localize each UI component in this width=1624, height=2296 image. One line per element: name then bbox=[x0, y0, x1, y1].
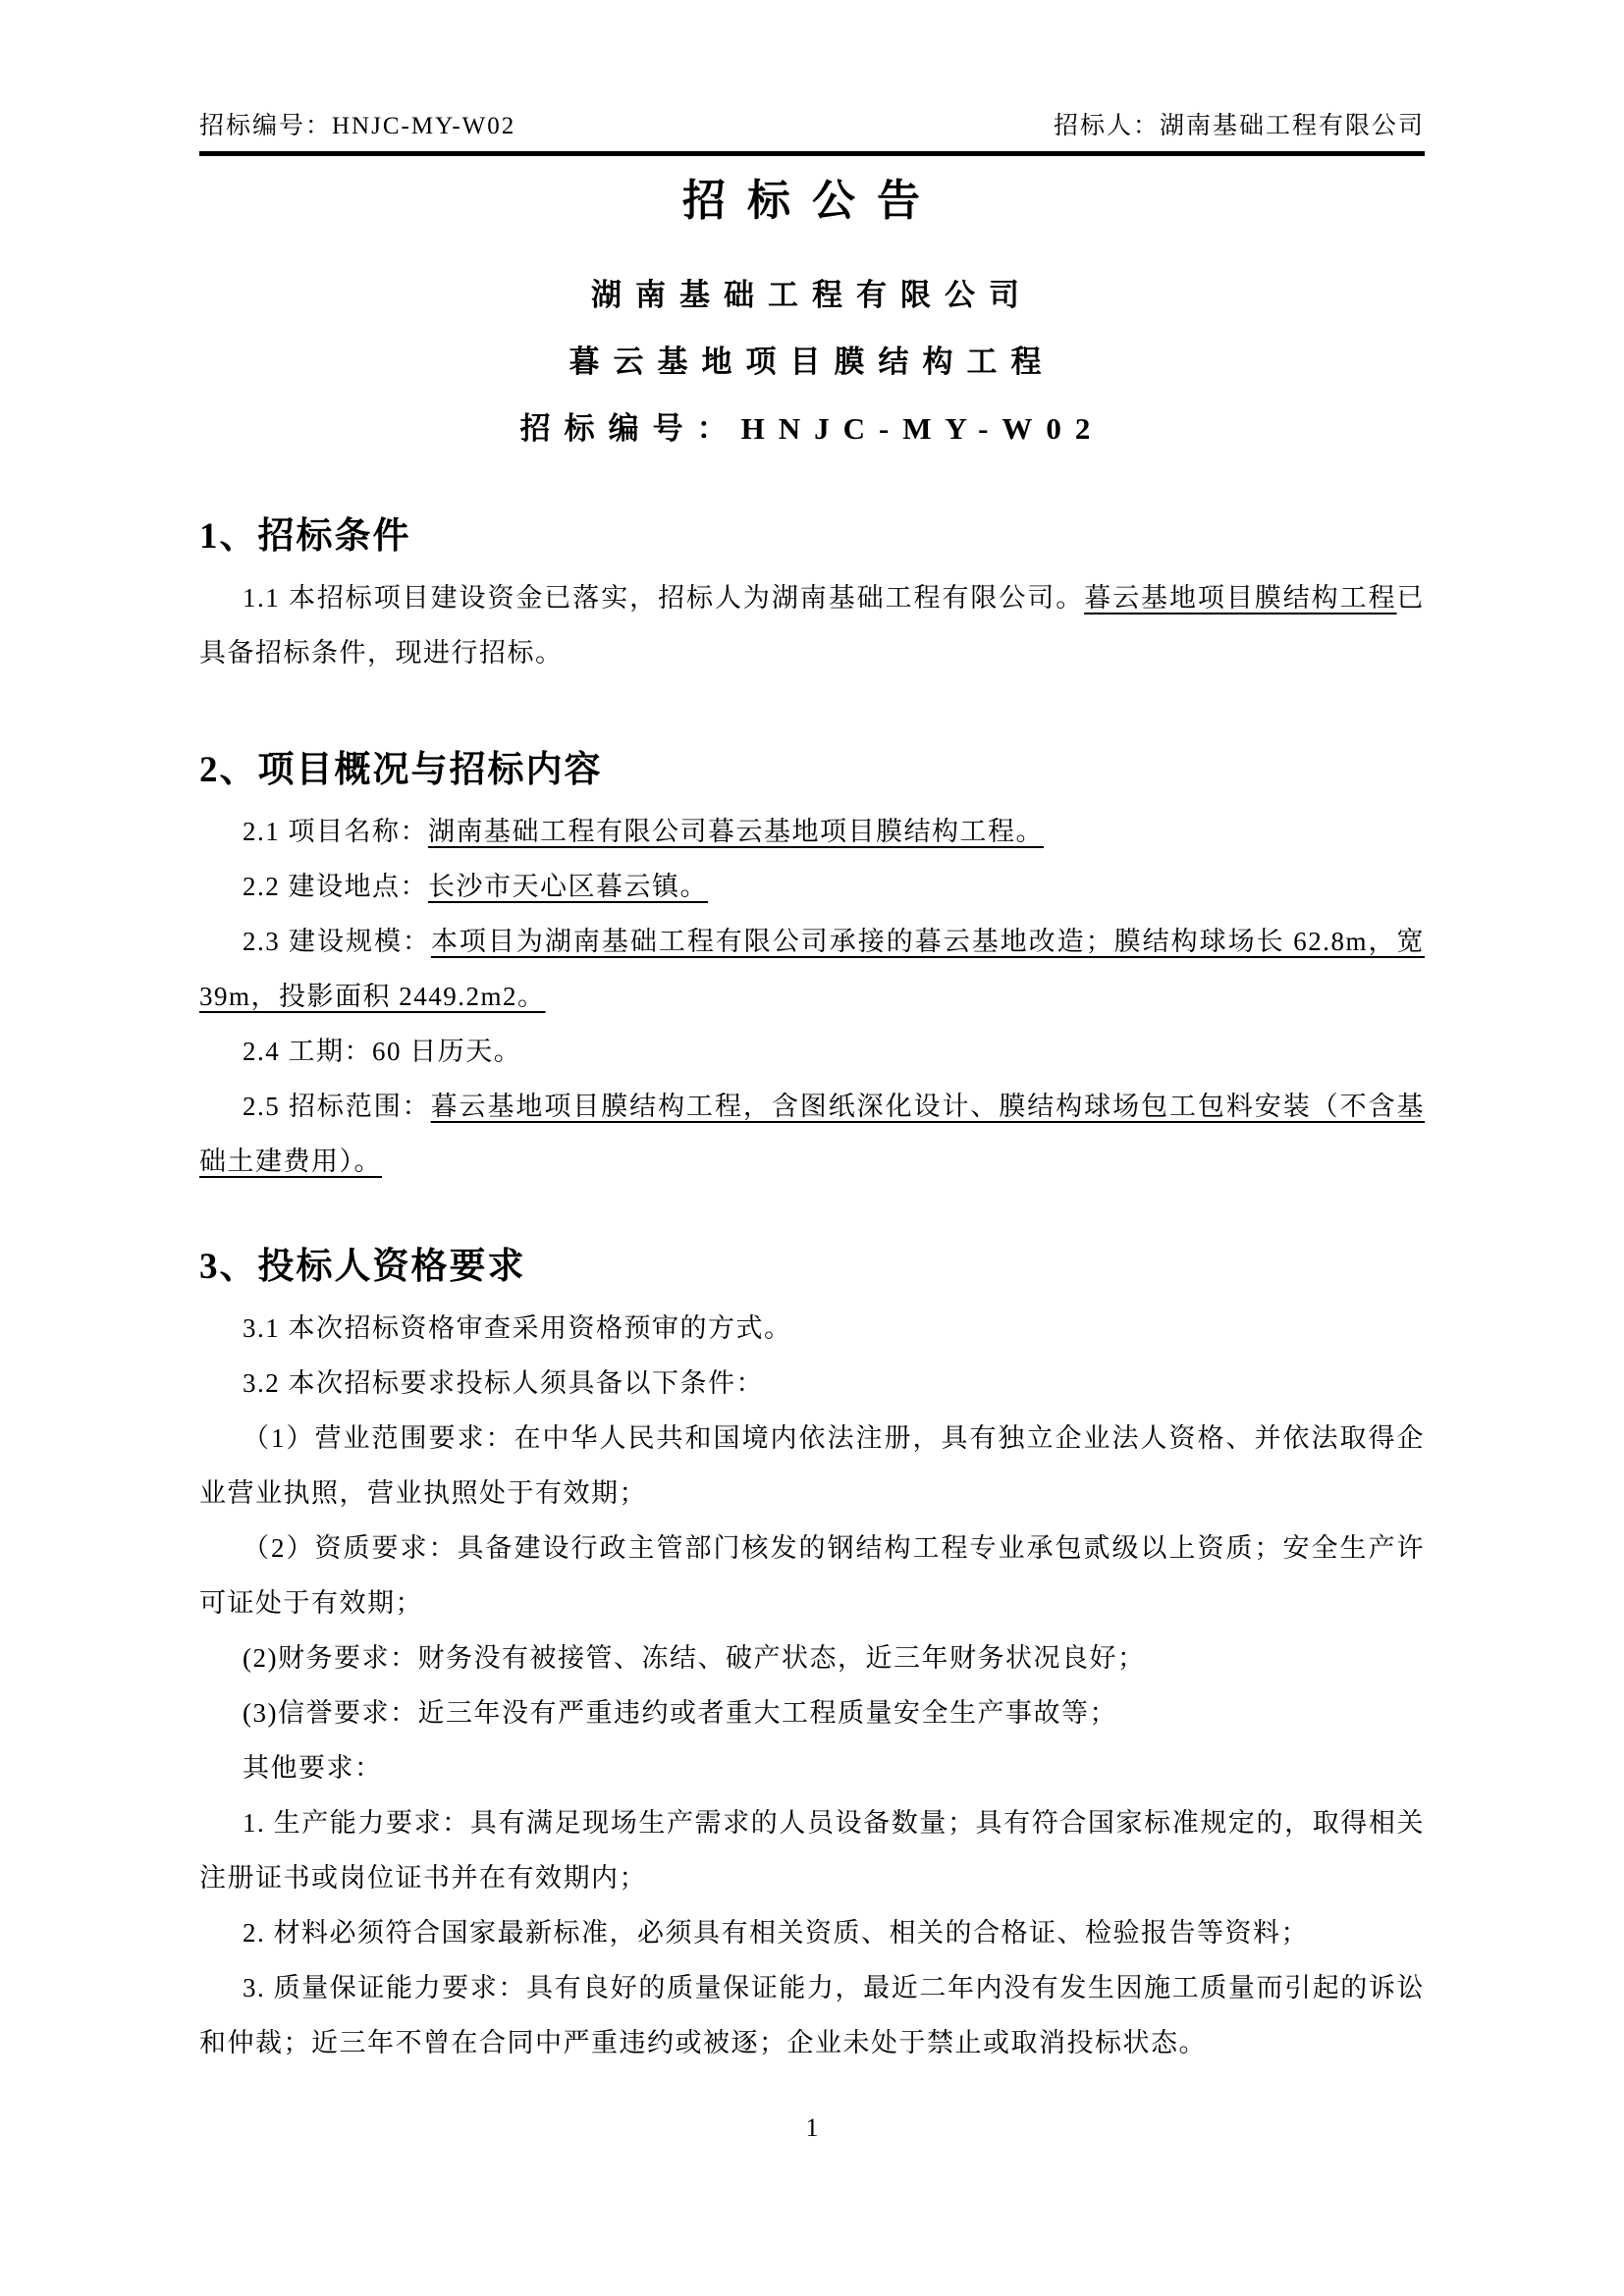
subtitle-project: 暮云基地项目膜结构工程 bbox=[568, 345, 1056, 379]
paragraph-text: 1. 生产能力要求：具有满足现场生产需求的人员设备数量；具有符合国家标准规定的，取得相关注册证书或岗位证书并在有效期内； bbox=[199, 1808, 1425, 1893]
underlined-text: 湖南基础工程有限公司暮云基地项目膜结构工程。 bbox=[428, 817, 1044, 846]
paragraph-text: 3. 质量保证能力要求：具有良好的质量保证能力，最近二年内没有发生因施工质量而引起的诉讼和仲裁；近三年不曾在合同中严重违约或被逐；企业未处于禁止或取消投标状态。 bbox=[199, 1973, 1425, 2057]
paragraph-text: （1）营业范围要求：在中华人民共和国境内依法注册，具有独立企业法人资格、并依法取得企业营业执照，营业执照处于有效期； bbox=[199, 1423, 1425, 1508]
underlined-text: 本项目为湖南基础工程有限公司承接的暮云基地改造；膜结构球场长 62.8m，宽 39m，投影面积 2449.2m2。 bbox=[199, 927, 1426, 1011]
paragraph-label: 2.1 项目名称： bbox=[243, 817, 428, 846]
paragraph-text: 2. 材料必须符合国家最新标准，必须具有相关资质、相关的合格证、检验报告等资料； bbox=[243, 1918, 1309, 1948]
paragraph-label: 2.5 招标范围： bbox=[243, 1092, 431, 1121]
paragraph-2-4 bbox=[199, 1024, 1425, 1079]
footer-page-number: 1 bbox=[805, 2113, 819, 2142]
paragraph-text: 其他要求： bbox=[243, 1753, 383, 1783]
subtitle-block bbox=[199, 274, 1425, 451]
paragraph-req-quality bbox=[199, 1960, 1425, 2070]
header-tenderee: 招标人：湖南基础工程有限公司 bbox=[1053, 113, 1425, 139]
header-tender-number: 招标编号：HNJC-MY-W02 bbox=[199, 113, 516, 139]
underlined-text: 暮云基地项目膜结构工程，含图纸深化设计、膜结构球场包工包料安装（不含基础土建费用）。 bbox=[199, 1092, 1425, 1176]
paragraph-req-capacity bbox=[199, 1795, 1425, 1905]
paragraph-label: 2.2 建设地点： bbox=[243, 872, 428, 901]
paragraph-text: (2)财务要求：财务没有被接管、冻结、破产状态，近三年财务状况良好； bbox=[243, 1643, 1146, 1673]
paragraph-text: （2）资质要求：具备建设行政主管部门核发的钢结构工程专业承包贰级以上资质；安全生产许可证处于有效期； bbox=[199, 1533, 1425, 1618]
paragraph-text: 已具备招标条件，现进行招标。 bbox=[199, 583, 1425, 667]
underlined-text: 暮云基地项目膜结构工程 bbox=[1084, 583, 1397, 613]
paragraph-3-1 bbox=[199, 1301, 1425, 1356]
section-project-overview bbox=[199, 745, 1425, 1189]
paragraph-req-reputation bbox=[199, 1685, 1425, 1740]
paragraph-text: (3)信誉要求：近三年没有严重违约或者重大工程质量安全生产事故等； bbox=[243, 1698, 1117, 1728]
section-heading-2: 2、项目概况与招标内容 bbox=[199, 750, 603, 790]
section-heading-1: 1、招标条件 bbox=[199, 516, 411, 557]
underlined-text: 长沙市天心区暮云镇。 bbox=[428, 872, 708, 901]
section-heading-3: 3、投标人资格要求 bbox=[199, 1247, 526, 1287]
paragraph-2-2 bbox=[199, 859, 1425, 914]
paragraph-other-requirements bbox=[199, 1740, 1425, 1795]
subtitle-company: 湖南基础工程有限公司 bbox=[591, 278, 1033, 312]
paragraph-2-1 bbox=[199, 804, 1425, 859]
paragraph-text: 3.2 本次招标要求投标人须具备以下条件： bbox=[243, 1368, 764, 1398]
paragraph-req-finance bbox=[199, 1630, 1425, 1685]
subtitle-tender-number: 招标编号：HNJC-MY-W02 bbox=[519, 411, 1105, 446]
section-bidder-qualifications bbox=[199, 1242, 1425, 2070]
paragraph-1-1 bbox=[199, 570, 1425, 680]
paragraph-2-5 bbox=[199, 1079, 1425, 1189]
paragraph-label: 2.3 建设规模： bbox=[243, 927, 431, 956]
paragraph-2-3 bbox=[199, 914, 1425, 1024]
paragraph-label: 2.4 工期：60 日历天。 bbox=[243, 1037, 522, 1066]
paragraph-text: 1.1 本招标项目建设资金已落实，招标人为湖南基础工程有限公司。 bbox=[243, 583, 1085, 613]
section-tender-conditions bbox=[199, 511, 1425, 680]
page-header bbox=[199, 110, 1425, 156]
document-title: 招标公告 bbox=[682, 177, 942, 225]
paragraph-req-qualification bbox=[199, 1521, 1425, 1630]
paragraph-req-business-scope bbox=[199, 1411, 1425, 1521]
paragraph-text: 3.1 本次招标资格审查采用资格预审的方式。 bbox=[243, 1313, 792, 1343]
paragraph-3-2 bbox=[199, 1356, 1425, 1411]
paragraph-req-materials bbox=[199, 1905, 1425, 1960]
